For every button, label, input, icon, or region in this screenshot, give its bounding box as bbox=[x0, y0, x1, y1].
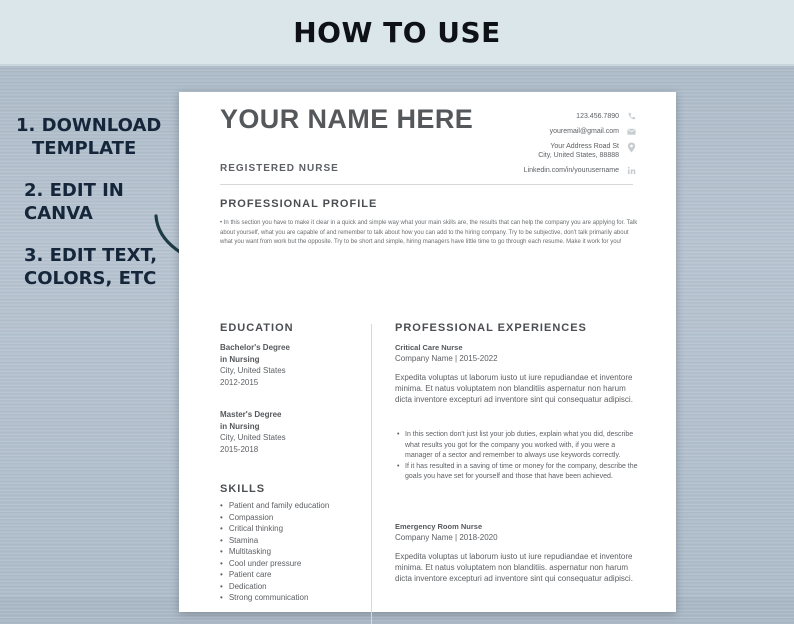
skill-item: • Critical thinking bbox=[220, 523, 329, 535]
contact-address bbox=[524, 142, 636, 160]
education-item bbox=[220, 342, 360, 388]
address-line2: City, United States, 88888 bbox=[538, 152, 619, 159]
contact-block bbox=[524, 112, 636, 181]
profile-text: • In this section you have to make it clear in a quick and simple way what your main skills are, the results that can help the company you are applying for. Talk about yourself, what you are capable of and remember to talk about how you can add to the hiring company. Try to be subjective, don't talk primarily about what you want from work but the opposite. Try to be short and simple, hiring managers have little time to go through each resume. Make it work for you! bbox=[220, 220, 638, 245]
contact-email bbox=[524, 127, 636, 136]
linkedin-icon bbox=[627, 166, 636, 175]
skill-item: • Multitasking bbox=[220, 546, 329, 558]
job-entry bbox=[395, 342, 640, 413]
step3-line2: COLORS, ETC bbox=[24, 268, 157, 289]
step-download-template bbox=[16, 114, 161, 160]
skills-heading: SKILLS bbox=[220, 483, 266, 495]
address-line1: Your Address Road St bbox=[550, 143, 619, 150]
degree-line1: Bachelor's Degree bbox=[220, 343, 290, 352]
education-location: City, United States bbox=[220, 366, 286, 375]
job-bullets bbox=[395, 430, 640, 483]
resume-name: YOUR NAME HERE bbox=[220, 104, 474, 134]
education-item bbox=[220, 409, 360, 455]
job-bullet: • If it has resulted in a saving of time or money for the company, describe the goals you have set for yourself and those that have been achieved. bbox=[395, 462, 640, 483]
degree-line2: in Nursing bbox=[220, 421, 260, 431]
step2-line1: 2. EDIT IN bbox=[24, 180, 124, 201]
contact-phone bbox=[524, 112, 636, 121]
step-edit-text bbox=[24, 244, 157, 290]
degree-line1: Master's Degree bbox=[220, 410, 282, 419]
skill-item: • Stamina bbox=[220, 535, 329, 547]
profile-heading: PROFESSIONAL PROFILE bbox=[220, 198, 378, 210]
contact-linkedin bbox=[524, 166, 636, 175]
linkedin-text: Linkedin.com/in/yourusername bbox=[523, 167, 619, 174]
phone-icon bbox=[627, 112, 636, 121]
resume-template bbox=[179, 92, 676, 612]
column-divider bbox=[371, 324, 372, 624]
education-years: 2012-2015 bbox=[220, 377, 259, 387]
education-location: City, United States bbox=[220, 433, 286, 442]
phone-text: 123.456.7890 bbox=[576, 113, 619, 120]
skill-item: • Dedication bbox=[220, 581, 329, 593]
education-heading: EDUCATION bbox=[220, 322, 294, 334]
job-company: Company Name | 2018-2020 bbox=[395, 533, 498, 542]
how-to-use-banner bbox=[0, 0, 794, 66]
step3-line1: 3. EDIT TEXT, bbox=[24, 245, 158, 266]
skills-list bbox=[220, 500, 329, 604]
banner-title: HOW TO USE bbox=[293, 15, 501, 49]
step1-line1: 1. DOWNLOAD bbox=[16, 115, 162, 136]
job-company: Company Name | 2015-2022 bbox=[395, 354, 498, 363]
job-entry bbox=[395, 521, 640, 592]
education-years: 2015-2018 bbox=[220, 444, 259, 454]
skill-item: • Compassion bbox=[220, 512, 329, 524]
step-edit-in-canva bbox=[24, 179, 124, 225]
resume-role: REGISTERED NURSE bbox=[220, 163, 339, 174]
email-text: youremail@gmail.com bbox=[549, 128, 619, 135]
skill-item: • Cool under pressure bbox=[220, 558, 329, 570]
job-description: Expedita voluptas ut laborum iusto ut iure repudiandae et inventore minima. Et natus voluptatem non blanditiis. aspernatur non harum dicta inventore excepturi ad inventore sint qui consequatur adipisci. bbox=[395, 552, 633, 583]
skill-item: • Patient care bbox=[220, 569, 329, 581]
experience-heading: PROFESSIONAL EXPERIENCES bbox=[395, 322, 587, 334]
step2-line2: CANVA bbox=[24, 203, 93, 224]
job-bullet: • In this section don't just list your job duties, explain what you did, describe what results you got for the company you worked with, if you were a manager of a sector and remember to always use keywords correctly. bbox=[395, 430, 640, 462]
skill-item: • Patient and family education bbox=[220, 500, 329, 512]
header-divider bbox=[220, 184, 633, 185]
job-title: Critical Care Nurse bbox=[395, 343, 463, 352]
job-description: Expedita voluptas ut laborum iusto ut iure repudiandae et inventore minima. Et natus voluptatem non blanditiis aspernatur non harum dicta inventore excepturi ad inventore sint qui consequatur adipisci. bbox=[395, 373, 633, 404]
job-title: Emergency Room Nurse bbox=[395, 522, 483, 531]
mail-icon bbox=[627, 127, 636, 136]
degree-line2: in Nursing bbox=[220, 354, 260, 364]
step1-line2: TEMPLATE bbox=[32, 138, 137, 159]
location-icon bbox=[627, 142, 636, 151]
skill-item: • Strong communication bbox=[220, 592, 329, 604]
